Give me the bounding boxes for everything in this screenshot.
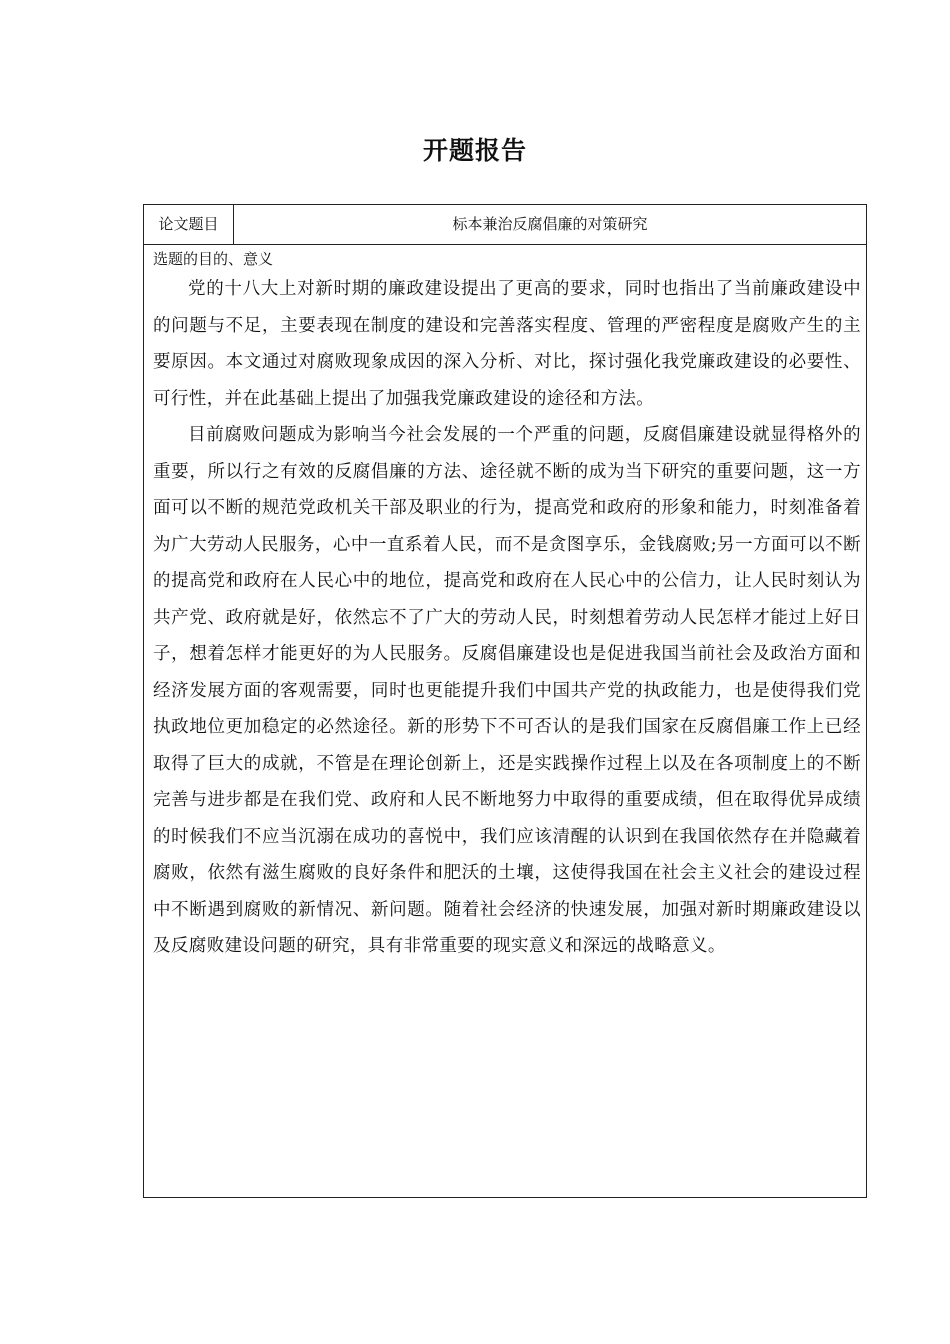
page-title: 开题报告 (422, 136, 527, 165)
topic-row (144, 205, 866, 245)
paragraph-1: 党的十八大上对新时期的廉政建设提出了更高的要求，同时也指出了当前廉政建设中的问题与不足，主要表现在制度的建设和完善落实程度、管理的严密程度是腐败产生的主要原因。本文通过对腐败现象成因的深入分析、对比，探讨强化我党廉政建设的必要性、可行性，并在此基础上提出了加强我党廉政建设的途径和方法。 (153, 279, 861, 409)
topic-value: 标本兼治反腐倡廉的对策研究 (452, 215, 648, 233)
section-heading: 选题的目的、意义 (153, 250, 274, 268)
purpose-section (153, 247, 861, 965)
paragraph-2: 目前腐败问题成为影响当今社会发展的一个严重的问题，反腐倡廉建设就显得格外的重要，所以行之有效的反腐倡廉的方法、途径就不断的成为当下研究的重要问题，这一方面可以不断的规范党政机关干部及职业的行为，提高党和政府的形象和能力，时刻准备着为广大劳动人民服务，心中一直系着人民，而不是贪图享乐，金钱腐败;另一方面可以不断的提高党和政府在人民心中的地位，提高党和政府在人民心中的公信力，让人民时刻认为共产党、政府就是好，依然忘不了广大的劳动人民，时刻想着劳动人民怎样才能过上好日子，想着怎样才能更好的为人民服务。反腐倡廉建设也是促进我国当前社会及政治方面和经济发展方面的客观需要，同时也更能提升我们中国共产党的执政能力，也是使得我们党执政地位更加稳定的必然途径。新的形势下不可否认的是我们国家在反腐倡廉工作上已经取得了巨大的成就，不管是在理论创新上，还是实践操作过程上以及在各项制度上的不断完善与进步都是在我们党、政府和人民不断地努力中取得的重要成绩，但在取得优异成绩的时候我们不应当沉溺在成功的喜悦中，我们应该清醒的认识到在我国依然存在并隐藏着腐败，依然有滋生腐败的良好条件和肥沃的土壤，这使得我国在社会主义社会的建设过程中不断遇到腐败的新情况、新问题。随着社会经济的快速发展，加强对新时期廉政建设以及反腐败建设问题的研究，具有非常重要的现实意义和深远的战略意义。 (153, 425, 861, 956)
proposal-table (143, 204, 867, 1198)
topic-label: 论文题目 (144, 205, 234, 244)
